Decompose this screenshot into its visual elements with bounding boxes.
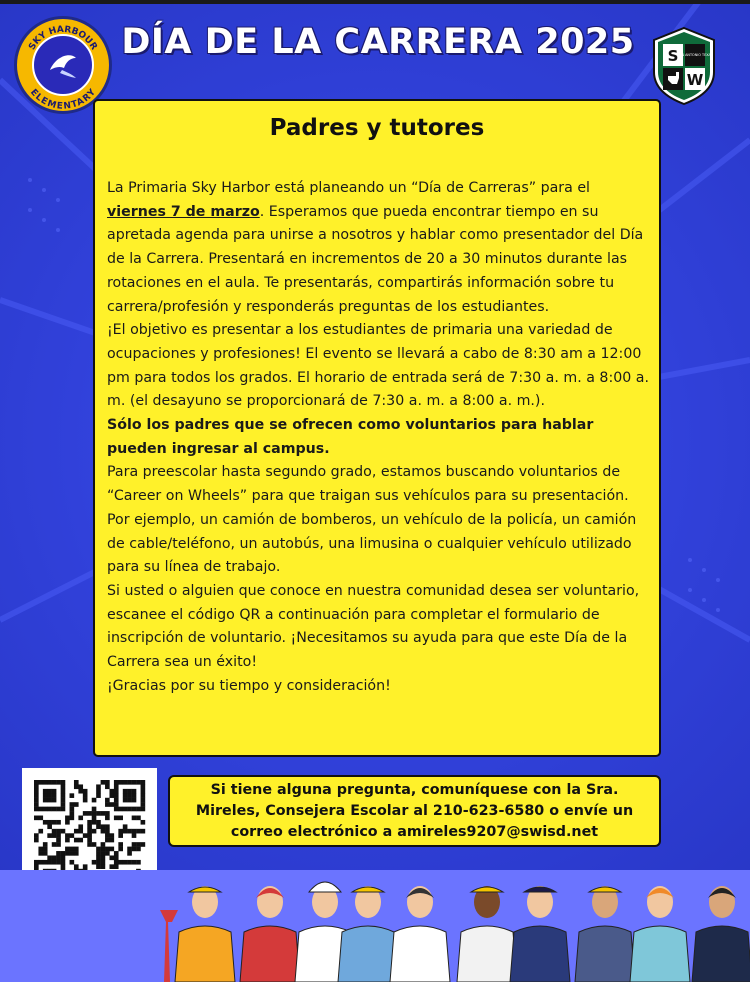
district-logo-icon: [650, 26, 718, 106]
district-logo-letter-w: W: [686, 71, 704, 89]
district-logo-caption: SAN ANTONIO TEXAS: [676, 53, 714, 57]
event-date: viernes 7 de marzo: [107, 203, 260, 220]
page-title: DÍA DE LA CARRERA 2025: [121, 22, 635, 62]
panel-heading: Padres y tutores: [269, 115, 485, 141]
school-logo-bottom-text: ELEMENTARY: [27, 87, 98, 112]
svg-text:SKY HARBOUR: [27, 25, 98, 52]
intro-text-start: La Primaria Sky Harbor está planeando un “Día de Carreras” para el: [107, 180, 590, 196]
intro-text-end: . Esperamos que pueda encontrar tiempo en su apretada agenda para unirse a nosotros y hablar como presentador del Día de la Carrera. Presentará en incrementos de 20 a 30 minutos durante las rotaciones en el aula. Te presentarás, compartirás información sobre tu carrera/profesión y responderás preguntas de los estudiantes.: [107, 203, 644, 315]
panel-body: [107, 177, 652, 698]
paragraph-intro: [107, 177, 652, 319]
paragraph-career-on-wheels: Para preescolar hasta segundo grado, estamos buscando voluntarios de “Career on Wheels” para que traigan sus vehículos para su presentación. Por ejemplo, un camión de bomberos, un vehículo de la policía, un camión de cable/teléfono, un autobús, una limusina o cualquier vehículo utilizado para su línea de trabajo.: [107, 464, 637, 576]
main-info-panel: [93, 99, 661, 757]
school-logo-top-text: SKY HARBOUR: [27, 24, 99, 52]
paragraph-objective: ¡El objetivo es presentar a los estudiantes de primaria una variedad de ocupaciones y profesiones! El evento se llevará a cabo de 8:30 am a 12:00 pm para todos los grados. El horario de entrada será de 7:30 a. m. a 8:00 a. m. (el desayuno se proporcionará de 7:30 a. m. a 8:00 a. m.).: [107, 322, 649, 410]
paragraph-thanks: ¡Gracias por su tiempo y consideración!: [107, 677, 391, 694]
district-logo-letter-s: S: [667, 47, 679, 65]
contact-text: Si tiene alguna pregunta, comuníquese con la Sra. Mireles, Consejera Escolar al 210-623-6580 o envíe un correo electrónico a amireles9207@swisd.net: [195, 781, 634, 840]
svg-text:ELEMENTARY: [28, 87, 98, 111]
footer-band: [0, 870, 750, 982]
paragraph-qr-instructions: Si usted o alguien que conoce en nuestra comunidad desea ser voluntario, escanee el código QR a continuación para completar el formulario de inscripción de voluntario. ¡Necesitamos su ayuda para que este Día de la Carrera sea un éxito!: [107, 582, 640, 671]
top-edge: [0, 0, 750, 4]
paragraph-volunteer-notice: Sólo los padres que se ofrecen como voluntarios para hablar pueden ingresar al campus.: [107, 417, 594, 457]
contact-box: [168, 775, 661, 847]
career-people-illustration: [0, 870, 750, 982]
